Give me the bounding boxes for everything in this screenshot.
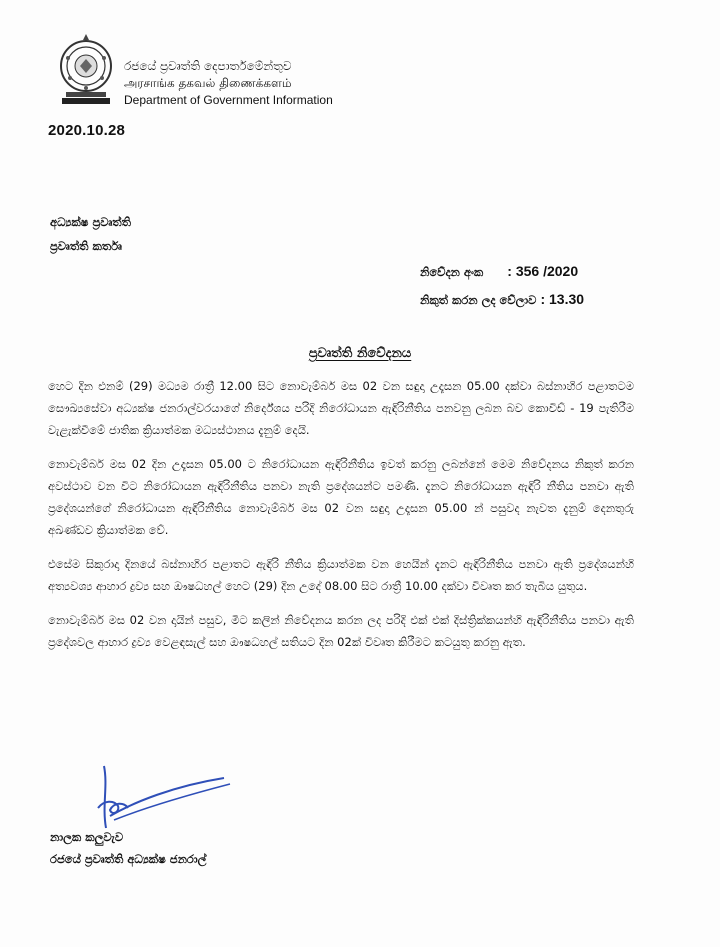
letterhead-department xyxy=(124,58,333,109)
dept-name-sinhala: රජයේ ප්‍රවෘත්ති දෙපාර්තමේන්තුව xyxy=(124,59,292,73)
addressee-line: ප්‍රවෘත්ති කර්තෘ xyxy=(50,239,122,253)
document-date: 2020.10.28 xyxy=(48,122,126,139)
issue-time-value: : 13.30 xyxy=(540,291,585,307)
issue-time-row xyxy=(420,286,584,314)
body-paragraph: හෙට දින එනම් (29) මධ්‍යම රාත්‍රී 12.00 සිට නොවැම්බර් මස 02 වන සඳුදා උදෑසන 05.00 දක්වා බස්නාහිර පළාතටම සෞඛ්‍යසේවා අධ්‍යක්ෂ ජනරාල්වරයාගේ නිර්දේශය පරිදි නිරෝධායන ඇඳිරිනීතිය පනවනු ලබන බව කොවිඩ් - 19 පැතිරීම වැළැක්වීමේ ජාතික ක්‍රියාත්මක මධ්‍යස්ථානය දැනුම් දෙයි. xyxy=(48,379,634,437)
issue-time-label: නිකුත් කරන ලද වේලාව xyxy=(420,293,537,307)
document-body xyxy=(48,375,634,665)
addressee-line: අධ්‍යක්ෂ ප්‍රවෘත්ති xyxy=(50,215,131,229)
handwritten-signature xyxy=(84,756,234,836)
government-emblem-icon xyxy=(58,30,114,108)
addressee xyxy=(50,210,131,258)
document-heading xyxy=(0,346,720,361)
reference-number-row xyxy=(420,258,584,286)
body-paragraph: නොවැම්බර් මස 02 දින උදෑසන 05.00 ට නිරෝධායන ඇඳිරිනීතිය ඉවත් කරනු ලබන්නේ මෙම නිවේදනය නිකුත් කරන අවස්ථාව වන විට නිරෝධායන ඇඳිරිනීතිය පනවා නැති ප්‍රදේශයන්ට පමණි. දැනට නිරෝධායන ඇඳිරි නීතිය පනවා ඇති ප්‍රදේශයන්ගේ නිරෝධායන ඇඳිරිනීතිය නොවැම්බර් මස 02 වන සඳුදා උදෑසන 05.00 න් පසුවද නැවත දැනුම් දෙනතුරු අඛණ්ඩව ක්‍රියාත්මක වේ. xyxy=(48,457,634,537)
body-paragraph: නොවැම්බර් මස 02 වන දායින් පසුව, මීට කලින් නිවේදනය කරන ලද පරිදි එක් එක් දිස්ත්‍රික්කයන්හි ඇඳිරිනීතිය පනවා ඇති ප්‍රදේශවල ආහාර ද්‍රව්‍ය වෙළඳසැල් සහ ඖෂධහල් සතියට දින 02ක් විවෘත කිරීමට කටයුතු කරනු ඇත. xyxy=(48,613,634,649)
reference-block xyxy=(420,258,584,314)
body-paragraph: එසේම සිකුරාදා දිනයේ බස්නාහිර පළාතට ඇඳිරි නීතිය ක්‍රියාත්මක වන හෙයින් දැනට ඇඳිරිනීතිය පනවා ඇති ප්‍රදේශයන්හි අත්‍යවශ්‍ය ආහාර ද්‍රව්‍ය සහ ඖෂධහල් හෙට (29) දින උදේ 08.00 සිට රාත්‍රී 10.00 දක්වා විවෘත කර තැබිය යුතුය. xyxy=(48,557,634,593)
heading-text: ප්‍රවෘත්ති නිවේදනය xyxy=(308,346,412,361)
dept-name-english: Department of Government Information xyxy=(124,93,333,107)
dept-name-tamil: அரசாங்க தகவல் திணைக்களம் xyxy=(124,76,292,90)
reference-number-value: : 356 /2020 xyxy=(507,263,579,279)
signer-block xyxy=(50,826,206,870)
signer-name: නාලක කලුවැව xyxy=(50,830,124,844)
reference-number-label: නිවේදන අංක xyxy=(420,265,484,279)
signer-title: රජයේ ප්‍රවෘත්ති අධ්‍යක්ෂ ජනරාල් xyxy=(50,852,207,866)
